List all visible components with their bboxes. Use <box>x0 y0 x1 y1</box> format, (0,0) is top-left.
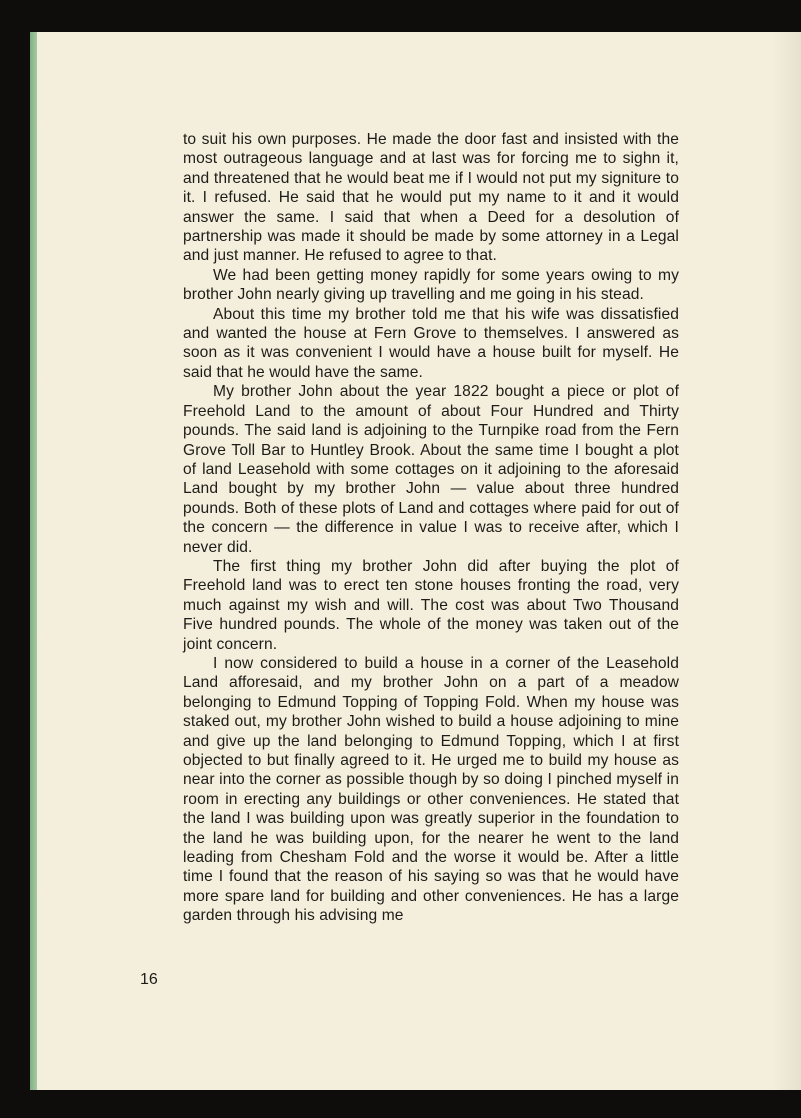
body-text <box>183 130 679 926</box>
paragraph-4: My brother John about the year 1822 bought a piece or plot of Freehold Land to the amount of about Four Hundred and Thirty pounds. The said land is adjoining to the Turnpike road from the Fern Grove Toll Bar to Huntley Brook. About the same time I bought a plot of land Leasehold with some cottages on it adjoining to the aforesaid Land bought by my brother John — value about three hundred pounds. Both of these plots of Land and cottages where paid for out of the concern — the difference in value I was to receive after, which I never did. <box>183 383 679 556</box>
page-edge-shadow <box>771 32 801 1090</box>
page-spine-edge <box>30 32 37 1090</box>
paragraph-3: About this time my brother told me that his wife was dissatisfied and wanted the house at Fern Grove to themselves. I answered as soon as it was convenient I would have a house built for myself. He said that he would have the same. <box>183 305 679 381</box>
page-number: 16 <box>140 971 158 988</box>
book-page <box>30 32 801 1090</box>
paragraph-2: We had been getting money rapidly for some years owing to my brother John nearly giving up travelling and me going in his stead. <box>183 266 679 304</box>
paragraph-1: to suit his own purposes. He made the door fast and insisted with the most outrageous language and at last was for forcing me to sighn it, and threatened that he would beat me if I would not put my signiture to it. I refused. He said that he would put my name to it and it would answer the same. I said that when a Deed for a desolution of partnership was made it should be made by some attorney in a Legal and just manner. He refused to agree to that. <box>183 131 679 265</box>
paragraph-6: I now considered to build a house in a corner of the Leasehold Land afforesaid, and my brother John on a part of a meadow belonging to Edmund Topping of Topping Fold. When my house was staked out, my brother John wished to build a house adjoining to mine and give up the land belonging to Edmund Topping, which I at first objected to but finally agreed to it. He urged me to build my house as near into the corner as possible though by so doing I pinched myself in room in erecting any buildings or other conveniences. He stated that the land I was building upon was greatly superior in the foundation to the land he was building upon, for the nearer he went to the land leading from Chesham Fold and the worse it would be. After a little time I found that the reason of his saying so was that he would have more spare land for building and other conveniences. He has a large garden through his advising me <box>183 654 679 925</box>
paragraph-5: The first thing my brother John did after buying the plot of Freehold land was to erect ten stone houses fronting the road, very much against my wish and will. The cost was about Two Thousand Five hundred pounds. The whole of the money was taken out of the joint concern. <box>183 557 679 653</box>
